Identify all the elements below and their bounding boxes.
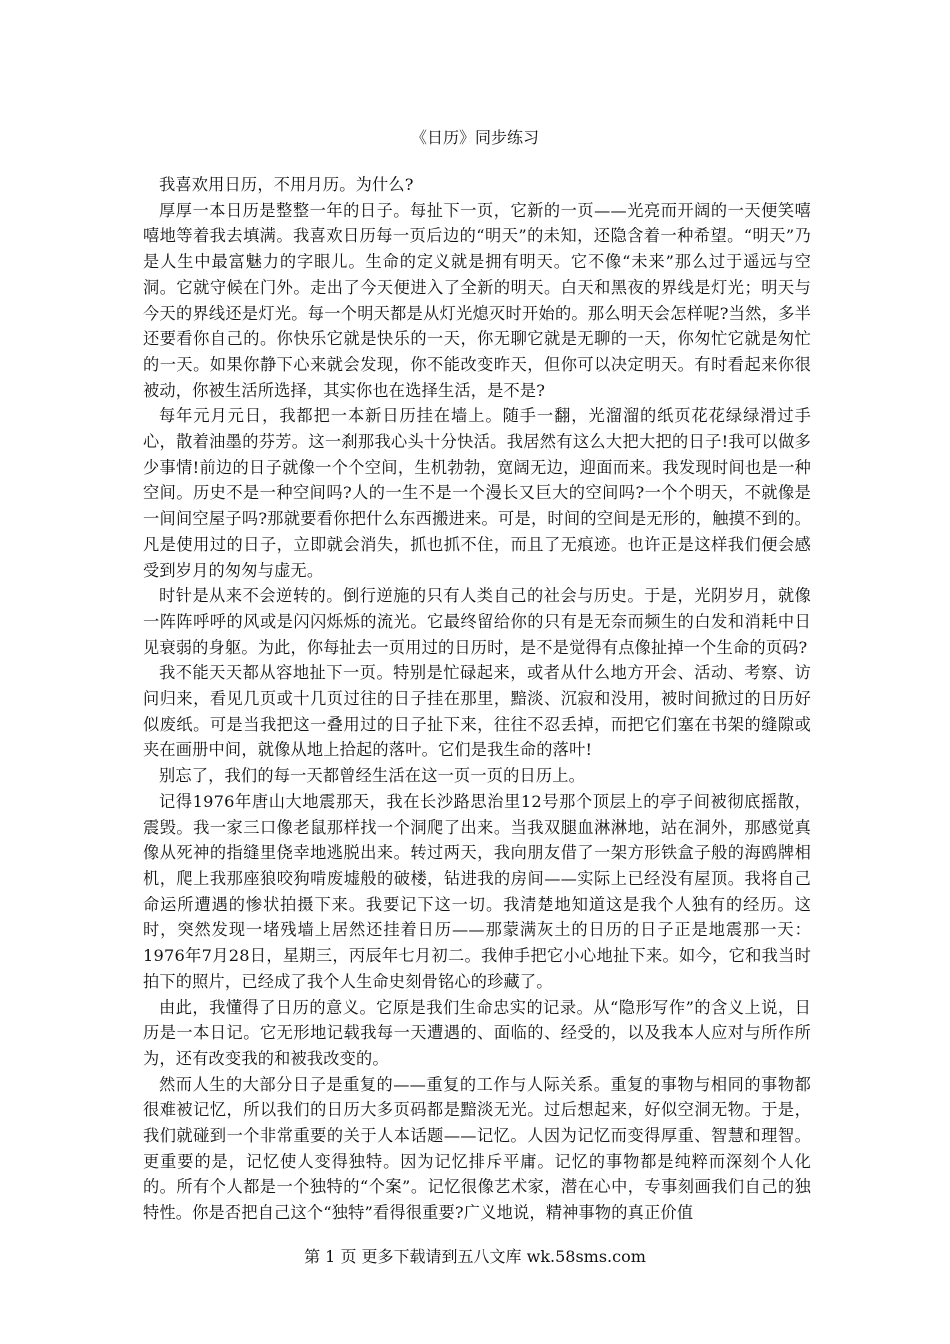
page-footer: 第 1 页 更多下载请到五八文库 wk.58sms.com [304, 1247, 646, 1266]
paragraph: 时针是从来不会逆转的。倒行逆施的只有人类自己的社会与历史。于是，光阴岁月，就像一阵阵呼呼的风或是闪闪烁烁的流光。它最终留给你的只有是无奈而频生的白发和消耗中日见衰弱的身躯。为此，你每扯去一页用过的日历时，是不是觉得有点像扯掉一个生命的页码? [143, 586, 811, 657]
paragraph: 由此，我懂得了日历的意义。它原是我们生命忠实的记录。从“隐形写作”的含义上说，日历是一本日记。它无形地记载我每一天遭遇的、面临的、经受的，以及我本人应对与所作所为，还有改变我的和被我改变的。 [143, 997, 811, 1068]
paragraph: 每年元月元日，我都把一本新日历挂在墙上。随手一翻，光溜溜的纸页花花绿绿滑过手心，散着油墨的芬芳。这一刹那我心头十分快活。我居然有这么大把大把的日子!我可以做多少事情!前边的日子就像一个个空间，生机勃勃，宽阔无边，迎面而来。我发现时间也是一种空间。历史不是一种空间吗?人的一生不是一个漫长又巨大的空间吗?一个个明天，不就像是一间间空屋子吗?那就要看你把什么东西搬进来。可是，时间的空间是无形的，触摸不到的。凡是使用过的日子，立即就会消失，抓也抓不住，而且了无痕迹。也许正是这样我们便会感受到岁月的匆匆与虚无。 [143, 406, 811, 580]
paragraph: 记得1976年唐山大地震那天，我在长沙路思治里12号那个顶层上的亭子间被彻底摇散，震毁。我一家三口像老鼠那样找一个洞爬了出来。当我双腿血淋淋地，站在洞外，那感觉真像从死神的指缝里侥幸地逃脱出来。转过两天，我向朋友借了一架方形铁盒子般的海鸥牌相机，爬上我那座狼咬狗啃废墟般的破楼，钻进我的房间——实际上已经没有屋顶。我将自己命运所遭遇的惨状拍摄下来。我要记下这一切。我清楚地知道这是我个人独有的经历。这时，突然发现一堵残墙上居然还挂着日历——那蒙满灰土的日历的日子正是地震那一天：1976年7月28日，星期三，丙辰年七月初二。我伸手把它小心地扯下来。如今，它和我当时拍下的照片，已经成了我个人生命史刻骨铭心的珍藏了。 [143, 791, 811, 991]
paragraph: 我不能天天都从容地扯下一页。特别是忙碌起来，或者从什么地方开会、活动、考察、访问归来，看见几页或十几页过往的日子挂在那里，黯淡、沉寂和没用，被时间掀过的日历好似废纸。可是当我把这一叠用过的日子扯下来，往往不忍丢掉，而把它们塞在书架的缝隙或夹在画册中间，就像从地上拾起的落叶。它们是我生命的落叶! [143, 663, 811, 760]
paragraph: 我喜欢用日历，不用月历。为什么? [159, 175, 414, 194]
document-title: 《日历》同步练习 [410, 128, 539, 147]
paragraph: 然而人生的大部分日子是重复的——重复的工作与人际关系。重复的事物与相同的事物都很难被记忆，所以我们的日历大多页码都是黯淡无光。过后想起来，好似空洞无物。于是，我们就碰到一个非常重要的关于人本话题——记忆。人因为记忆而变得厚重、智慧和理智。更重要的是，记忆使人变得独特。因为记忆排斥平庸。记忆的事物都是纯粹而深刻个人化的。所有个人都是一个独特的“个案”。记忆很像艺术家，潜在心中，专事刻画我们自己的独特性。你是否把自己这个“独特”看得很重要?广义地说，精神事物的真正价值 [143, 1074, 811, 1223]
paragraph: 别忘了，我们的每一天都曾经生活在这一页一页的日历上。 [159, 766, 586, 786]
document-body [143, 172, 811, 1226]
paragraph: 厚厚一本日历是整整一年的日子。每扯下一页，它新的一页——光亮而开阔的一天便笑嘻嘻地等着我去填满。我喜欢日历每一页后边的“明天”的未知，还隐含着一种希望。“明天”乃是人生中最富魅力的字眼儿。生命的定义就是拥有明天。它不像“未来”那么过于遥远与空洞。它就守候在门外。走出了今天便进入了全新的明天。白天和黑夜的界线是灯光；明天与今天的界线还是灯光。每一个明天都是从灯光熄灭时开始的。那么明天会怎样呢?当然，多半还要看你自己的。你快乐它就是快乐的一天，你无聊它就是无聊的一天，你匆忙它就是匆忙的一天。如果你静下心来就会发现，你不能改变昨天，但你可以决定明天。有时看起来你很被动，你被生活所选择，其实你也在选择生活，是不是? [143, 200, 811, 400]
